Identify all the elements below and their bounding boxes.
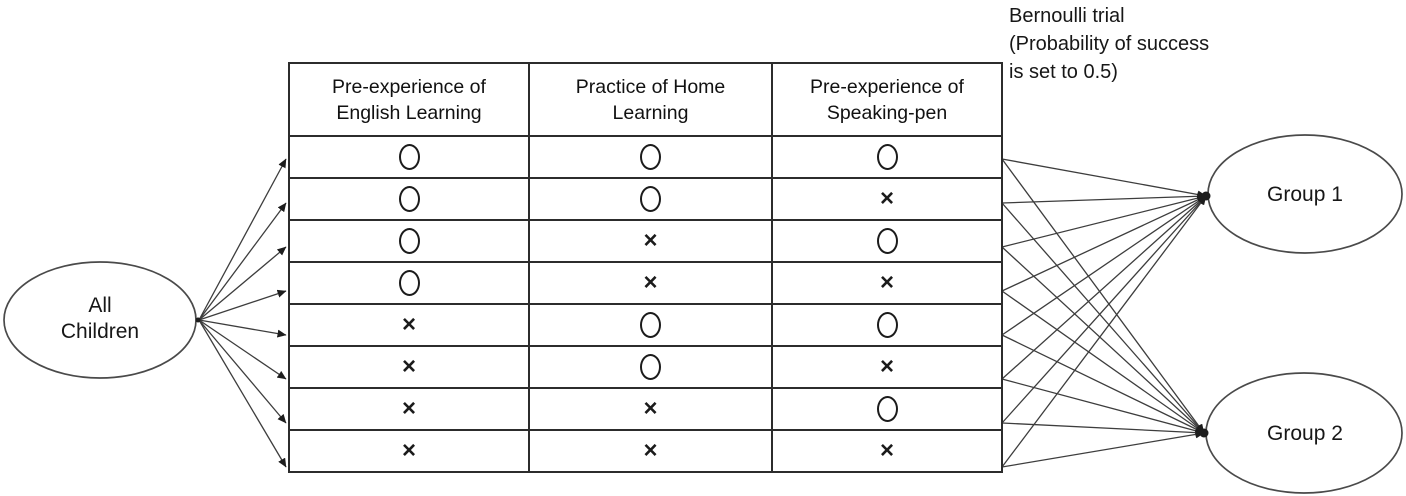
cell-yes bbox=[289, 262, 529, 304]
cross-mark-icon: × bbox=[879, 437, 894, 464]
condition-table-body bbox=[289, 136, 1002, 472]
cross-mark-icon: × bbox=[401, 311, 416, 338]
circle-mark-icon bbox=[640, 354, 661, 380]
cross-mark-icon: × bbox=[643, 395, 658, 422]
column-header-line: Pre-experience of bbox=[810, 75, 964, 98]
cell-no bbox=[529, 220, 772, 262]
cross-mark-icon: × bbox=[879, 353, 894, 380]
arrow-row-5-to-group2 bbox=[1002, 335, 1204, 433]
cell-yes bbox=[772, 136, 1002, 178]
table-row-5 bbox=[289, 304, 1002, 346]
cross-mark-icon: × bbox=[879, 269, 894, 296]
circle-mark-icon bbox=[399, 228, 420, 254]
cell-no bbox=[772, 346, 1002, 388]
cross-mark-icon: × bbox=[879, 185, 894, 212]
circle-mark-icon bbox=[640, 144, 661, 170]
table-row-3 bbox=[289, 220, 1002, 262]
cell-yes bbox=[772, 304, 1002, 346]
header-row bbox=[289, 63, 1002, 136]
all-children-label bbox=[18, 293, 182, 345]
column-header-line: English Learning bbox=[336, 101, 482, 124]
arrow-allchildren-to-row-5 bbox=[199, 320, 286, 335]
cross-mark-icon: × bbox=[643, 269, 658, 296]
arrow-row-8-to-group2 bbox=[1002, 433, 1204, 467]
annotation-line: (Probability of success bbox=[1009, 33, 1210, 55]
circle-mark-icon bbox=[877, 396, 898, 422]
column-header-line: Practice of Home bbox=[575, 75, 726, 98]
cell-no bbox=[772, 430, 1002, 472]
cross-mark-icon: × bbox=[401, 437, 416, 464]
cell-yes bbox=[529, 304, 772, 346]
cell-no bbox=[289, 388, 529, 430]
circle-mark-icon bbox=[640, 312, 661, 338]
arrow-row-6-to-group1 bbox=[1002, 196, 1206, 379]
arrow-allchildren-to-row-2 bbox=[199, 203, 286, 320]
arrow-row-3-to-group1 bbox=[1002, 196, 1206, 247]
cell-no bbox=[529, 430, 772, 472]
group2-label: Group 2 bbox=[1267, 422, 1343, 445]
group1-convergence-dot bbox=[1202, 192, 1211, 201]
circle-mark-icon bbox=[399, 144, 420, 170]
cross-mark-icon: × bbox=[401, 353, 416, 380]
column-header-1 bbox=[529, 63, 772, 136]
arrow-row-1-to-group1 bbox=[1002, 159, 1206, 196]
column-header-line: Speaking-pen bbox=[826, 101, 948, 124]
bernoulli-annotation bbox=[1009, 2, 1299, 86]
column-header-line: Pre-experience of bbox=[332, 75, 486, 98]
column-header-0 bbox=[289, 63, 529, 136]
cell-yes bbox=[772, 388, 1002, 430]
cross-mark-icon: × bbox=[643, 227, 658, 254]
cell-no bbox=[772, 178, 1002, 220]
column-header-line: Learning bbox=[612, 101, 689, 124]
cell-yes bbox=[529, 136, 772, 178]
cross-mark-icon: × bbox=[401, 395, 416, 422]
group2-convergence-dot bbox=[1200, 429, 1209, 438]
annotation-line: Bernoulli trial bbox=[1009, 5, 1125, 27]
cell-yes bbox=[289, 136, 529, 178]
table-row-1 bbox=[289, 136, 1002, 178]
arrow-row-4-to-group1 bbox=[1002, 196, 1206, 291]
cell-no bbox=[289, 430, 529, 472]
table-row-4 bbox=[289, 262, 1002, 304]
column-header-2 bbox=[772, 63, 1002, 136]
fan-origin-dot bbox=[196, 318, 201, 323]
arrow-allchildren-to-row-7 bbox=[199, 320, 286, 423]
cell-yes bbox=[289, 220, 529, 262]
circle-mark-icon bbox=[399, 186, 420, 212]
group1-label: Group 1 bbox=[1267, 183, 1343, 206]
cell-yes bbox=[772, 220, 1002, 262]
arrow-row-2-to-group2 bbox=[1002, 203, 1204, 433]
arrow-allchildren-to-row-8 bbox=[199, 320, 286, 467]
table-row-8 bbox=[289, 430, 1002, 472]
condition-table bbox=[288, 62, 1003, 473]
cell-yes bbox=[529, 346, 772, 388]
cell-yes bbox=[529, 178, 772, 220]
arrow-row-8-to-group1 bbox=[1002, 196, 1206, 467]
table-row-2 bbox=[289, 178, 1002, 220]
all-children-label-line: Children bbox=[60, 320, 140, 343]
table-row-6 bbox=[289, 346, 1002, 388]
arrow-allchildren-to-row-6 bbox=[199, 320, 286, 379]
condition-table-header bbox=[289, 63, 1002, 136]
circle-mark-icon bbox=[399, 270, 420, 296]
cell-yes bbox=[289, 178, 529, 220]
all-children-label-line: All bbox=[88, 294, 112, 317]
circle-mark-icon bbox=[877, 144, 898, 170]
annotation-line: is set to 0.5) bbox=[1009, 61, 1118, 83]
arrow-row-4-to-group2 bbox=[1002, 291, 1204, 433]
circle-mark-icon bbox=[640, 186, 661, 212]
cell-no bbox=[289, 304, 529, 346]
circle-mark-icon bbox=[877, 312, 898, 338]
table-row-7 bbox=[289, 388, 1002, 430]
arrow-allchildren-to-row-3 bbox=[199, 247, 286, 320]
cell-no bbox=[289, 346, 529, 388]
arrow-row-7-to-group1 bbox=[1002, 196, 1206, 423]
cell-no bbox=[529, 262, 772, 304]
arrow-row-3-to-group2 bbox=[1002, 247, 1204, 433]
arrow-row-5-to-group1 bbox=[1002, 196, 1206, 335]
circle-mark-icon bbox=[877, 228, 898, 254]
cross-mark-icon: × bbox=[643, 437, 658, 464]
cell-no bbox=[772, 262, 1002, 304]
cell-no bbox=[529, 388, 772, 430]
